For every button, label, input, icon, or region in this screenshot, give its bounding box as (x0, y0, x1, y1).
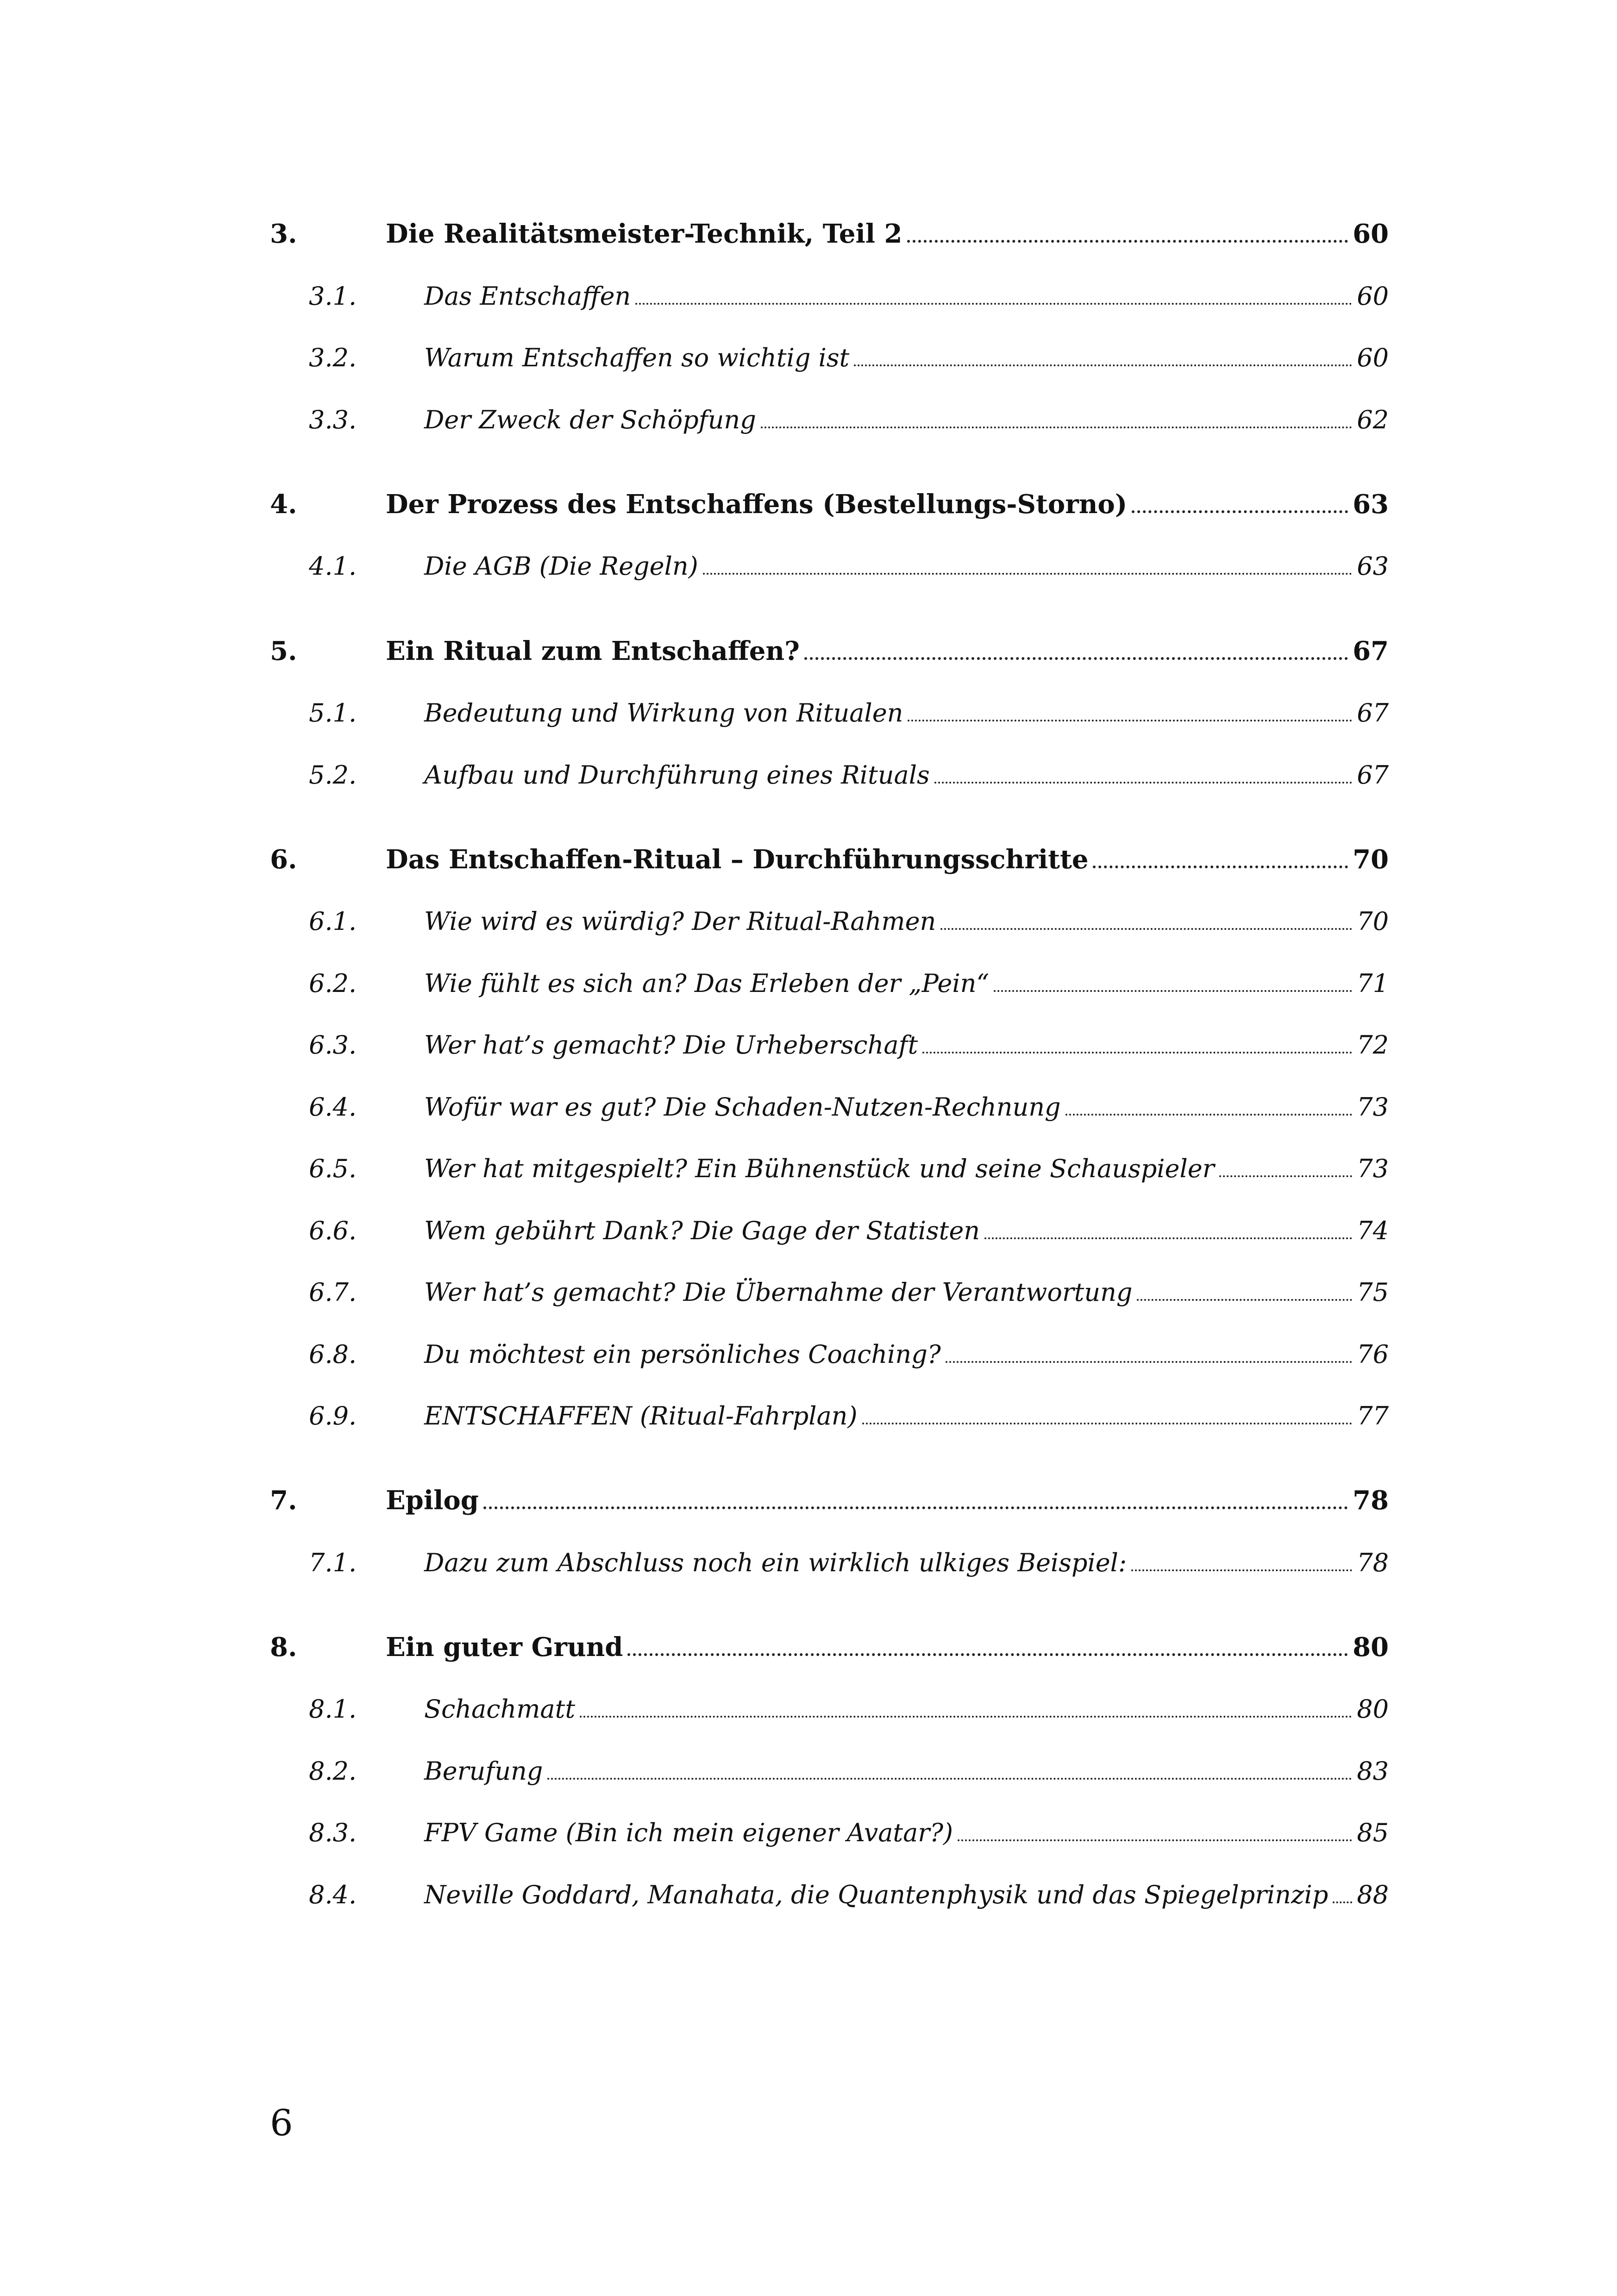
dot-leader (483, 1506, 1348, 1509)
dot-leader (1137, 1299, 1352, 1301)
toc-entry-number: 8.2. (309, 1756, 357, 1786)
toc-entry-number: 6.1. (309, 906, 357, 936)
toc-entry-title: Ein Ritual zum Entschaffen? (386, 636, 800, 666)
toc-entry-line (424, 282, 1389, 311)
toc-entry-page: 60 (1357, 281, 1389, 311)
toc-entry-title: Bedeutung und Wirkung von Ritualen (424, 698, 903, 728)
toc-entry-line (386, 1485, 1389, 1516)
dot-leader (862, 1423, 1353, 1424)
toc-entry-page: 76 (1357, 1339, 1389, 1369)
toc-entry-page: 73 (1357, 1092, 1389, 1122)
toc-entry-number: 6.3. (309, 1030, 357, 1060)
dot-leader (580, 1716, 1352, 1718)
toc-entry-section (0, 692, 1617, 734)
toc-entry-number: 8.1. (309, 1694, 357, 1724)
dot-leader (854, 364, 1352, 366)
toc-entry-number: 5. (270, 636, 297, 666)
toc-entry-line (386, 489, 1389, 520)
toc-entry-page: 83 (1357, 1756, 1389, 1786)
toc-entry-number: 3.3. (309, 405, 357, 434)
toc-entry-section (0, 962, 1617, 1004)
toc-entry-page: 67 (1353, 636, 1389, 666)
toc-entry-number: 6.4. (309, 1092, 357, 1122)
dot-leader (907, 240, 1348, 243)
toc-entry-number: 7. (270, 1485, 297, 1516)
toc-entry-page: 63 (1357, 551, 1389, 581)
toc-entry-number: 3.1. (309, 281, 357, 311)
toc-entry-section (0, 1688, 1617, 1730)
toc-entry-page: 85 (1357, 1818, 1389, 1847)
toc-entry-page: 78 (1353, 1485, 1389, 1516)
toc-entry-title: Der Prozess des Entschaffens (Bestellungs-Storno) (386, 489, 1128, 520)
toc-entry-section (0, 275, 1617, 317)
dot-leader (627, 1653, 1348, 1656)
toc-entry-title: Wem gebührt Dank? Die Gage der Statisten (424, 1216, 980, 1245)
toc-entry-chapter (0, 483, 1617, 525)
toc-entry-number: 3. (270, 219, 297, 249)
dot-leader (635, 303, 1352, 305)
toc-entry-page: 60 (1353, 219, 1389, 249)
toc-entry-title: Das Entschaffen-Ritual – Durchführungsschritte (386, 844, 1089, 875)
toc-entry-line (386, 636, 1389, 666)
toc-entry-line (424, 1401, 1389, 1430)
toc-entry-number: 8.4. (309, 1880, 357, 1909)
dot-leader (946, 1361, 1353, 1363)
toc-entry-title: Wie fühlt es sich an? Das Erleben der „Pein“ (424, 968, 990, 998)
toc-entry-title: Berufung (424, 1756, 543, 1786)
toc-entry-line (424, 1154, 1389, 1183)
toc-entry-line (424, 1030, 1389, 1060)
toc-entry-line (424, 1880, 1389, 1909)
toc-entry-section (0, 1874, 1617, 1915)
toc-entry-chapter (0, 213, 1617, 255)
toc-entry-page: 63 (1353, 489, 1389, 520)
toc-entry-line (424, 1092, 1389, 1122)
toc-entry-page: 71 (1357, 968, 1389, 998)
toc-entry-chapter (0, 630, 1617, 672)
dot-leader (1065, 1114, 1353, 1116)
toc-entry-page: 67 (1357, 760, 1389, 790)
toc-entry-section (0, 1210, 1617, 1251)
toc-entry-section (0, 754, 1617, 796)
toc-entry-number: 6.2. (309, 968, 357, 998)
toc-entry-section (0, 1024, 1617, 1066)
toc-entry-section (0, 399, 1617, 440)
toc-entry-page: 80 (1357, 1694, 1389, 1724)
toc-entry-number: 4. (270, 489, 297, 520)
toc-entry-page: 72 (1357, 1030, 1389, 1060)
toc-entry-number: 5.2. (309, 760, 357, 790)
toc-entry-number: 6. (270, 844, 297, 875)
toc-entry-number: 7.1. (309, 1548, 357, 1577)
toc-entry-title: Du möchtest ein persönliches Coaching? (424, 1339, 941, 1369)
toc-entry-line (386, 1632, 1389, 1662)
toc-entry-chapter (0, 1626, 1617, 1668)
toc-entry-title: Warum Entschaffen so wichtig ist (424, 343, 850, 372)
dot-leader (1093, 866, 1348, 868)
toc-entry-title: Wofür war es gut? Die Schaden-Nutzen-Rechnung (424, 1092, 1061, 1122)
dot-leader (703, 573, 1353, 575)
dot-leader (1131, 1569, 1352, 1571)
toc-entry-line (424, 1340, 1389, 1369)
toc-entry-page: 60 (1357, 343, 1389, 372)
toc-entry-line (424, 969, 1389, 998)
toc-entry-number: 8. (270, 1632, 297, 1662)
toc-entry-title: Dazu zum Abschluss noch ein wirklich ulkiges Beispiel: (424, 1548, 1127, 1577)
dot-leader (761, 427, 1353, 428)
toc-entry-page: 78 (1357, 1548, 1389, 1577)
toc-entry-title: Ein guter Grund (386, 1632, 623, 1662)
toc-entry-title: Wie wird es würdig? Der Ritual-Rahmen (424, 906, 936, 936)
toc-entry-page: 80 (1353, 1632, 1389, 1662)
toc-entry-line (424, 405, 1389, 434)
toc-entry-section (0, 1148, 1617, 1189)
toc-entry-page: 74 (1357, 1216, 1389, 1245)
toc-entry-number: 6.9. (309, 1401, 357, 1430)
toc-entry-page: 70 (1357, 906, 1389, 936)
toc-entry-title: Wer hat’s gemacht? Die Übernahme der Verantwortung (424, 1277, 1133, 1307)
toc-entry-title: Wer hat mitgespielt? Ein Bühnenstück und seine Schauspieler (424, 1154, 1215, 1183)
toc-entry-title: Neville Goddard, Manahata, die Quantenphysik und das Spiegelprinzip (424, 1880, 1329, 1909)
dot-leader (922, 1052, 1352, 1054)
toc-entry-page: 75 (1357, 1277, 1389, 1307)
toc-entry-chapter (0, 839, 1617, 880)
toc-entry-number: 6.8. (309, 1339, 357, 1369)
toc-entry-line (424, 1818, 1389, 1847)
dot-leader (934, 782, 1353, 784)
page-number: 6 (270, 2102, 293, 2144)
toc-entry-title: Wer hat’s gemacht? Die Urheberschaft (424, 1030, 918, 1060)
toc-entry-section (0, 1812, 1617, 1853)
toc-entry-line (424, 552, 1389, 581)
toc-entry-title: FPV Game (Bin ich mein eigener Avatar?) (424, 1818, 953, 1847)
toc-entry-line (424, 343, 1389, 372)
dot-leader (994, 990, 1352, 992)
dot-leader (1219, 1175, 1353, 1177)
toc-entry-section (0, 1395, 1617, 1437)
dot-leader (984, 1237, 1352, 1239)
toc-entry-page: 67 (1357, 698, 1389, 728)
toc-entry-number: 6.6. (309, 1216, 357, 1245)
toc-entry-page: 70 (1353, 844, 1389, 875)
toc-entry-number: 3.2. (309, 343, 357, 372)
toc-entry-section (0, 1086, 1617, 1128)
toc-entry-line (424, 1278, 1389, 1307)
toc-entry-page: 88 (1357, 1880, 1389, 1909)
toc-entry-number: 6.7. (309, 1277, 357, 1307)
toc-entry-line (424, 698, 1389, 728)
dot-leader (958, 1839, 1352, 1841)
toc-entry-number: 8.3. (309, 1818, 357, 1847)
dot-leader (1333, 1901, 1352, 1903)
dot-leader (1132, 510, 1348, 513)
toc-entry-number: 6.5. (309, 1154, 357, 1183)
toc-entry-number: 5.1. (309, 698, 357, 728)
toc-entry-chapter (0, 1480, 1617, 1521)
toc-entry-title: Der Zweck der Schöpfung (424, 405, 756, 434)
toc-entry-section (0, 1542, 1617, 1583)
toc-entry-title: ENTSCHAFFEN (Ritual-Fahrplan) (424, 1401, 858, 1430)
toc-entry-line (386, 844, 1389, 875)
toc-entry-title: Das Entschaffen (424, 281, 631, 311)
toc-entry-title: Die AGB (Die Regeln) (424, 551, 698, 581)
toc-entry-line (424, 1216, 1389, 1245)
dot-leader (940, 928, 1352, 930)
toc-entry-page: 62 (1357, 405, 1389, 434)
toc-entry-title: Aufbau und Durchführung eines Rituals (424, 760, 930, 790)
toc-entry-section (0, 337, 1617, 378)
toc-entry-line (424, 1548, 1389, 1577)
toc-entry-section (0, 1750, 1617, 1792)
toc-entry-title: Schachmatt (424, 1694, 576, 1724)
toc-entry-title: Epilog (386, 1485, 479, 1516)
dot-leader (547, 1778, 1352, 1780)
toc-entry-line (424, 1757, 1389, 1786)
toc-entry-section (0, 900, 1617, 942)
toc-entry-line (424, 760, 1389, 790)
toc-entry-line (424, 907, 1389, 936)
toc-entry-title: Die Realitätsmeister-Technik, Teil 2 (386, 219, 903, 249)
toc-entry-line (386, 219, 1389, 249)
toc-entry-page: 73 (1357, 1154, 1389, 1183)
toc-entry-line (424, 1694, 1389, 1724)
toc-entry-number: 4.1. (309, 551, 357, 581)
dot-leader (908, 720, 1352, 721)
toc-entry-section (0, 545, 1617, 587)
toc-entry-section (0, 1271, 1617, 1313)
toc-entry-section (0, 1333, 1617, 1375)
dot-leader (804, 657, 1348, 660)
toc-entry-page: 77 (1357, 1401, 1389, 1430)
